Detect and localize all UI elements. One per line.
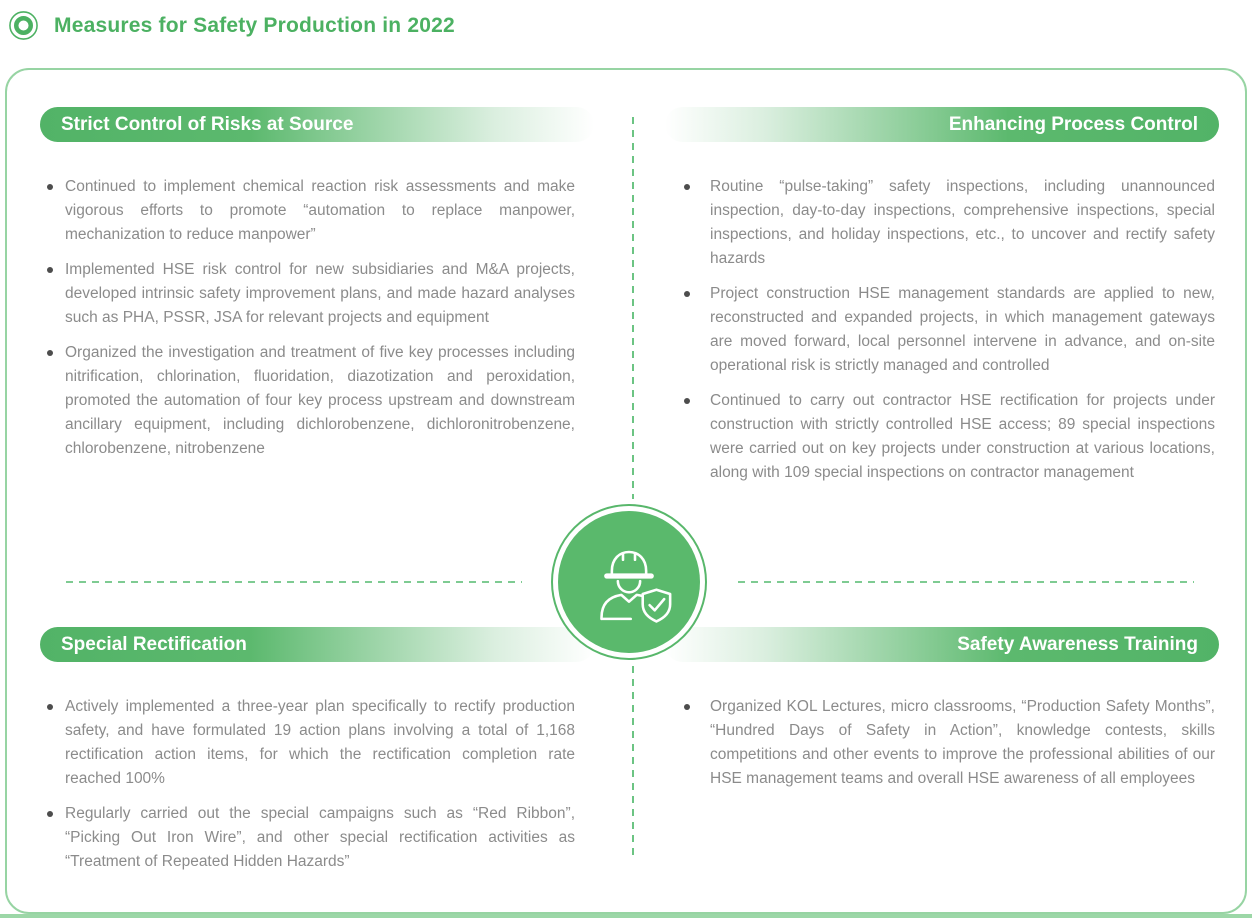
section-header-banner: [665, 627, 1219, 662]
quadrant-special-rectification: [40, 627, 597, 885]
bullet-item: Routine “pulse-taking” safety inspections, including unannounced inspection, day-to-day inspections, comprehensive inspections, special inspections, and holiday inspections, etc., to uncover and rectify safety hazards: [684, 175, 1215, 271]
page-title: Measures for Safety Production in 2022: [54, 13, 455, 37]
bullet-item: Implemented HSE risk control for new subsidiaries and M&A projects, developed intrinsic safety improvement plans, and made hazard analyses such as PHA, PSSR, JSA for relevant projects and equipment: [47, 258, 575, 330]
horizontal-dashed-divider-right: [738, 581, 1194, 583]
section-header-banner: [665, 107, 1219, 142]
section-title: Safety Awareness Training: [957, 634, 1198, 655]
bullet-item: Actively implemented a three-year plan specifically to rectify production safety, and have formulated 19 action plans involving a total of 1,168 rectification action items, for which the rectification completion rate reached 100%: [47, 695, 575, 791]
safety-measures-panel: [5, 68, 1247, 914]
bullseye-icon: [8, 10, 39, 41]
bullet-item: Project construction HSE management standards are applied to new, reconstructed and expanded projects, in which management gateways are moved forward, local personnel intervene in advance, and on-site operational risk is strictly managed and controlled: [684, 282, 1215, 378]
section-title: Special Rectification: [61, 634, 247, 655]
page-bottom-accent-bar: [0, 914, 1252, 918]
badge-disc: [558, 511, 700, 653]
quadrant-strict-control-of-risks: [40, 107, 597, 472]
quadrant-safety-awareness-training: [662, 627, 1219, 802]
bullet-item: Organized KOL Lectures, micro classrooms, “Production Safety Months”, “Hundred Days of Safety in Action”, knowledge contests, skills competitions and other events to improve the professional abilities of our HSE management teams and overall HSE awareness of all employees: [684, 695, 1215, 791]
quadrant-enhancing-process-control: [662, 107, 1219, 496]
section-title: Enhancing Process Control: [948, 114, 1198, 135]
bullet-item: Organized the investigation and treatment of five key processes including nitrification, chlorination, fluoridation, diazotization and peroxidation, promoted the automation of four key process upstream and downstream ancillary equipment, including dichlorobenzene, dichloronitrobenzene, chlorobenzene, nitrobenzene: [47, 341, 575, 461]
section-header-banner: [40, 627, 594, 662]
bullet-item: Continued to carry out contractor HSE rectification for projects under construction with strictly controlled HSE access; 89 special inspections were carried out on key projects under construction at various locations, along with 109 special inspections on contractor management: [684, 389, 1215, 485]
bullet-item: Continued to implement chemical reaction risk assessments and make vigorous efforts to promote “automation to replace manpower, mechanization to reduce manpower”: [47, 175, 575, 247]
horizontal-dashed-divider-left: [66, 581, 522, 583]
bullet-list: [684, 175, 1215, 485]
section-title: Strict Control of Risks at Source: [61, 114, 354, 135]
worker-hardhat-shield-check-icon: [581, 536, 677, 628]
center-safety-badge: [551, 504, 707, 660]
vertical-dashed-divider-bottom: [632, 666, 634, 856]
section-header-banner: [40, 107, 594, 142]
vertical-dashed-divider-top: [632, 117, 634, 499]
bullet-item: Regularly carried out the special campaigns such as “Red Ribbon”, “Picking Out Iron Wire”, and other special rectification activities as “Treatment of Repeated Hidden Hazards”: [47, 802, 575, 874]
bullet-list: [684, 695, 1215, 791]
page-header: [8, 10, 455, 41]
bullet-list: [47, 695, 575, 874]
bullet-list: [47, 175, 575, 461]
